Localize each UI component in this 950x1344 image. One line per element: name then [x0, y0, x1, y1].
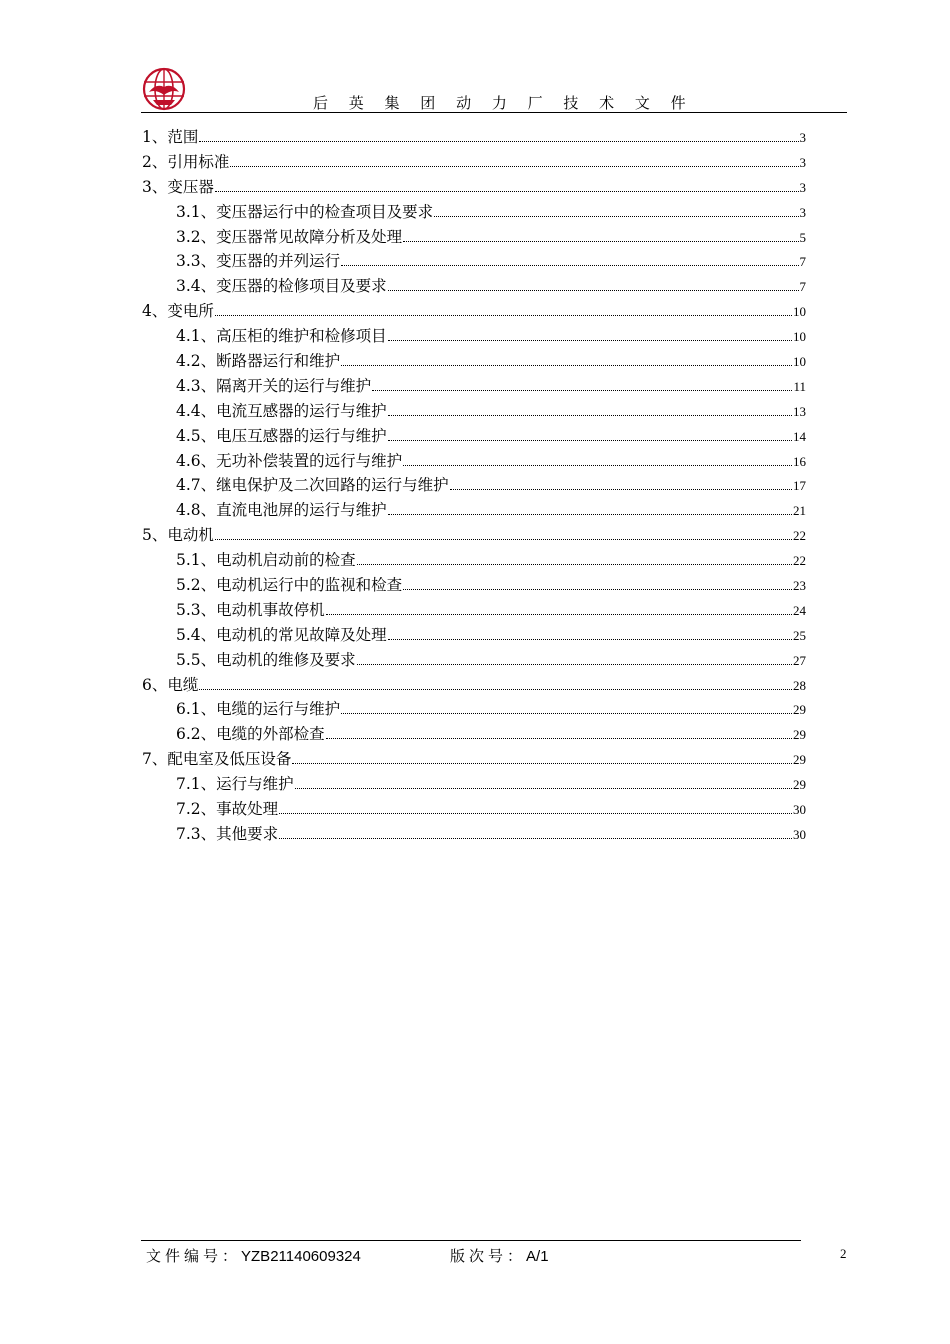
toc-dot-leader: [341, 265, 798, 266]
toc-entry-title: 5.1、电动机启动前的检查: [176, 551, 356, 570]
toc-entry[interactable]: [142, 424, 806, 449]
toc-entry[interactable]: [142, 523, 806, 548]
toc-entry-title: 7、配电室及低压设备: [142, 750, 292, 769]
toc-entry[interactable]: [142, 200, 806, 225]
toc-entry-page: 10: [793, 304, 806, 320]
toc-entry[interactable]: [142, 623, 806, 648]
toc-entry-title: 2、引用标准: [142, 152, 230, 171]
toc-dot-leader: [199, 141, 798, 142]
toc-entry[interactable]: [142, 772, 806, 797]
toc-dot-leader: [403, 465, 792, 466]
toc-entry[interactable]: [142, 449, 806, 474]
footer-divider: [141, 1240, 801, 1241]
toc-dot-leader: [215, 315, 792, 316]
toc-entry-title: 5.3、电动机事故停机: [176, 600, 325, 619]
toc-entry[interactable]: [142, 125, 806, 150]
toc-entry-page: 3: [799, 179, 806, 195]
toc-entry-title: 6.2、电缆的外部检查: [176, 725, 325, 744]
toc-entry-title: 7.2、事故处理: [176, 800, 279, 819]
version-label: 版次号：: [450, 1247, 527, 1265]
toc-dot-leader: [341, 713, 792, 714]
toc-entry[interactable]: [142, 498, 806, 523]
table-of-contents: [142, 125, 806, 847]
toc-entry-page: 7: [799, 254, 806, 270]
toc-entry-page: 29: [793, 752, 806, 768]
document-number: [146, 1245, 361, 1266]
toc-dot-leader: [388, 440, 792, 441]
toc-entry-page: 14: [793, 428, 806, 444]
toc-entry-page: 10: [793, 354, 806, 370]
toc-dot-leader: [388, 415, 792, 416]
toc-entry-page: 5: [799, 229, 806, 245]
toc-entry-page: 25: [793, 627, 806, 643]
toc-entry-title: 5、电动机: [142, 526, 214, 545]
toc-entry-page: 30: [793, 826, 806, 842]
document-number-value: YZB21140609324: [241, 1248, 361, 1265]
toc-entry-page: 29: [793, 777, 806, 793]
toc-entry[interactable]: [142, 299, 806, 324]
header-divider: [141, 112, 847, 113]
toc-entry-title: 4.2、断路器运行和维护: [176, 352, 341, 371]
toc-entry-page: 3: [799, 204, 806, 220]
toc-entry-page: 29: [793, 727, 806, 743]
toc-entry[interactable]: [142, 822, 806, 847]
toc-entry-page: 30: [793, 802, 806, 818]
toc-entry[interactable]: [142, 175, 806, 200]
toc-entry[interactable]: [142, 673, 806, 698]
toc-dot-leader: [230, 166, 798, 167]
toc-dot-leader: [357, 664, 792, 665]
toc-entry-title: 3.3、变压器的并列运行: [176, 252, 341, 271]
toc-entry-page: 23: [793, 578, 806, 594]
toc-entry-page: 7: [799, 279, 806, 295]
toc-entry-title: 1、范围: [142, 128, 199, 146]
toc-entry-page: 21: [793, 503, 806, 519]
toc-dot-leader: [388, 514, 792, 515]
toc-dot-leader: [279, 838, 792, 839]
version-number: [450, 1245, 549, 1266]
toc-entry-page: 3: [799, 130, 806, 145]
toc-dot-leader: [279, 813, 792, 814]
toc-entry-page: 3: [799, 154, 806, 170]
page-number: 2: [840, 1246, 847, 1261]
toc-entry-title: 4.5、电压互感器的运行与维护: [176, 426, 387, 445]
toc-entry-page: 22: [793, 553, 806, 569]
toc-dot-leader: [372, 390, 792, 391]
toc-entry-title: 4.6、无功补偿装置的远行与维护: [176, 451, 403, 470]
toc-entry[interactable]: [142, 747, 806, 772]
toc-entry-title: 4.1、高压柜的维护和检修项目: [176, 327, 387, 346]
toc-dot-leader: [450, 489, 792, 490]
toc-dot-leader: [403, 589, 792, 590]
toc-entry-title: 6、电缆: [142, 675, 199, 694]
toc-dot-leader: [388, 290, 799, 291]
toc-dot-leader: [326, 614, 792, 615]
toc-entry[interactable]: [142, 548, 806, 573]
toc-entry-title: 7.1、运行与维护: [176, 775, 294, 794]
toc-entry-page: 13: [793, 403, 806, 419]
toc-entry-title: 3.1、变压器运行中的检查项目及要求: [176, 202, 434, 221]
toc-entry[interactable]: [142, 797, 806, 822]
toc-entry-page: 11: [793, 378, 806, 394]
toc-entry-title: 4.4、电流互感器的运行与维护: [176, 401, 387, 420]
toc-dot-leader: [341, 365, 792, 366]
toc-entry-title: 5.2、电动机运行中的监视和检查: [176, 576, 403, 595]
toc-dot-leader: [292, 763, 792, 764]
toc-dot-leader: [326, 738, 792, 739]
toc-entry-page: 16: [793, 453, 806, 469]
toc-entry[interactable]: [142, 697, 806, 722]
toc-entry[interactable]: [142, 648, 806, 673]
toc-entry-page: 10: [793, 329, 806, 345]
toc-dot-leader: [295, 788, 792, 789]
toc-dot-leader: [357, 564, 792, 565]
toc-entry-title: 3、变压器: [142, 177, 214, 196]
toc-dot-leader: [434, 216, 798, 217]
toc-entry-title: 4.8、直流电池屏的运行与维护: [176, 501, 387, 520]
toc-entry[interactable]: [142, 573, 806, 598]
toc-entry[interactable]: [142, 324, 806, 349]
toc-entry[interactable]: [142, 598, 806, 623]
toc-entry-title: 4.3、隔离开关的运行与维护: [176, 376, 372, 395]
toc-entry-title: 6.1、电缆的运行与维护: [176, 700, 341, 719]
toc-dot-leader: [199, 689, 792, 690]
toc-entry[interactable]: [142, 374, 806, 399]
toc-entry-title: 5.4、电动机的常见故障及处理: [176, 625, 387, 644]
toc-entry-page: 17: [793, 478, 806, 494]
toc-entry-title: 5.5、电动机的维修及要求: [176, 650, 356, 669]
toc-entry-title: 3.4、变压器的检修项目及要求: [176, 277, 387, 296]
toc-entry[interactable]: [142, 274, 806, 299]
toc-entry[interactable]: [142, 225, 806, 250]
toc-entry[interactable]: [142, 473, 806, 498]
toc-dot-leader: [388, 340, 792, 341]
toc-entry-title: 4.7、继电保护及二次回路的运行与维护: [176, 476, 449, 495]
toc-dot-leader: [215, 191, 799, 192]
toc-entry[interactable]: [142, 722, 806, 747]
toc-entry[interactable]: [142, 399, 806, 424]
toc-entry-page: 27: [793, 652, 806, 668]
company-globe-logo: [141, 66, 187, 112]
document-number-label: 文件编号：: [146, 1247, 242, 1265]
toc-entry-page: 28: [793, 677, 806, 693]
toc-dot-leader: [403, 241, 798, 242]
toc-entry-page: 24: [793, 602, 806, 618]
toc-entry-title: 4、变电所: [142, 302, 214, 321]
toc-entry[interactable]: [142, 150, 806, 175]
version-value: A/1: [526, 1248, 549, 1265]
toc-entry[interactable]: [142, 249, 806, 274]
toc-dot-leader: [215, 539, 792, 540]
toc-dot-leader: [388, 639, 792, 640]
toc-entry-page: 29: [793, 702, 806, 718]
toc-entry-title: 7.3、其他要求: [176, 824, 279, 843]
toc-entry-page: 22: [793, 528, 806, 544]
header-title: 后 英 集 团 动 力 厂 技 术 文 件: [313, 94, 694, 112]
toc-entry-title: 3.2、变压器常见故障分析及处理: [176, 227, 403, 246]
toc-entry[interactable]: [142, 349, 806, 374]
